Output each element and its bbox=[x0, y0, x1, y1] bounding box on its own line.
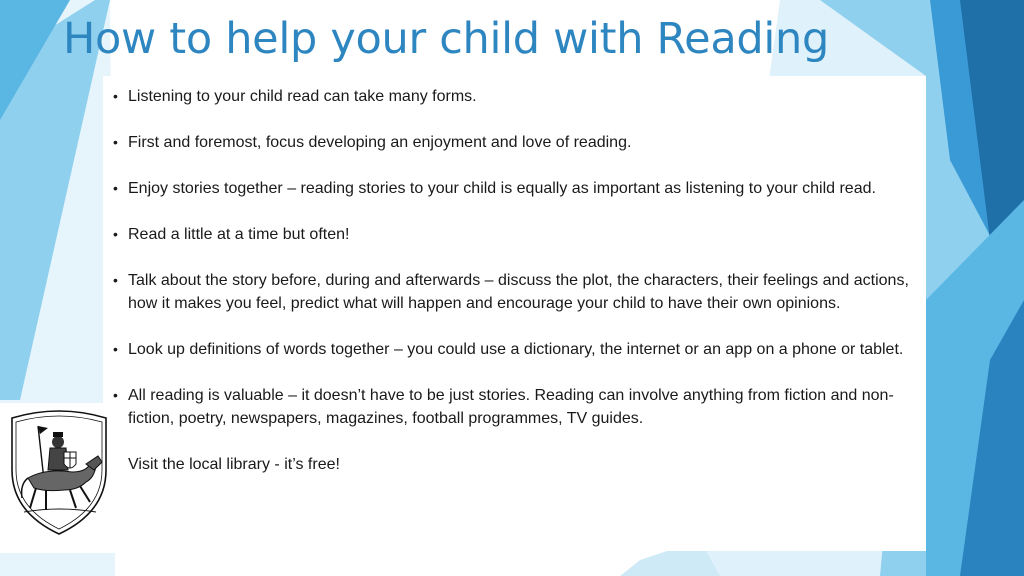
bullet-item bbox=[112, 338, 922, 361]
bullet-item bbox=[112, 384, 922, 430]
bullet-item bbox=[112, 131, 922, 154]
bullet-item bbox=[112, 223, 922, 246]
knight-on-horseback-shield-icon bbox=[6, 408, 112, 538]
school-crest bbox=[0, 403, 120, 553]
bullet-glyph: • bbox=[113, 341, 118, 357]
bullet-text: Enjoy stories together – reading stories to your child is equally as important as listening to your child read. bbox=[128, 180, 876, 197]
bullet-text: All reading is valuable – it doesn’t have to be just stories. Reading can involve anything from fiction and non-fiction, poetry, newspapers, magazines, football programmes, TV guides. bbox=[128, 387, 894, 427]
bullet-glyph: • bbox=[113, 134, 118, 150]
bullet-glyph: • bbox=[113, 272, 118, 288]
bullet-item bbox=[112, 177, 922, 200]
bullet-text: Visit the local library - it’s free! bbox=[128, 456, 340, 473]
bullet-glyph: • bbox=[113, 88, 118, 104]
bullet-item bbox=[112, 85, 922, 108]
bullet-glyph: • bbox=[113, 387, 118, 403]
bullet-glyph: • bbox=[113, 226, 118, 242]
bullet-list bbox=[112, 85, 922, 499]
bullet-text: Talk about the story before, during and afterwards – discuss the plot, the characters, their feelings and actions, how it makes you feel, predict what will happen and encourage your child to have their own opinions. bbox=[128, 272, 909, 312]
bullet-text: Read a little at a time but often! bbox=[128, 226, 350, 243]
bullet-text: Look up definitions of words together – you could use a dictionary, the internet or an app on a phone or tablet. bbox=[128, 341, 904, 358]
bullet-item bbox=[112, 269, 922, 315]
slide-title: How to help your child with Reading bbox=[63, 14, 829, 64]
bullet-item bbox=[112, 453, 922, 476]
bullet-text: First and foremost, focus developing an enjoyment and love of reading. bbox=[128, 134, 632, 151]
bullet-text: Listening to your child read can take many forms. bbox=[128, 88, 477, 105]
bullet-glyph: • bbox=[113, 180, 118, 196]
